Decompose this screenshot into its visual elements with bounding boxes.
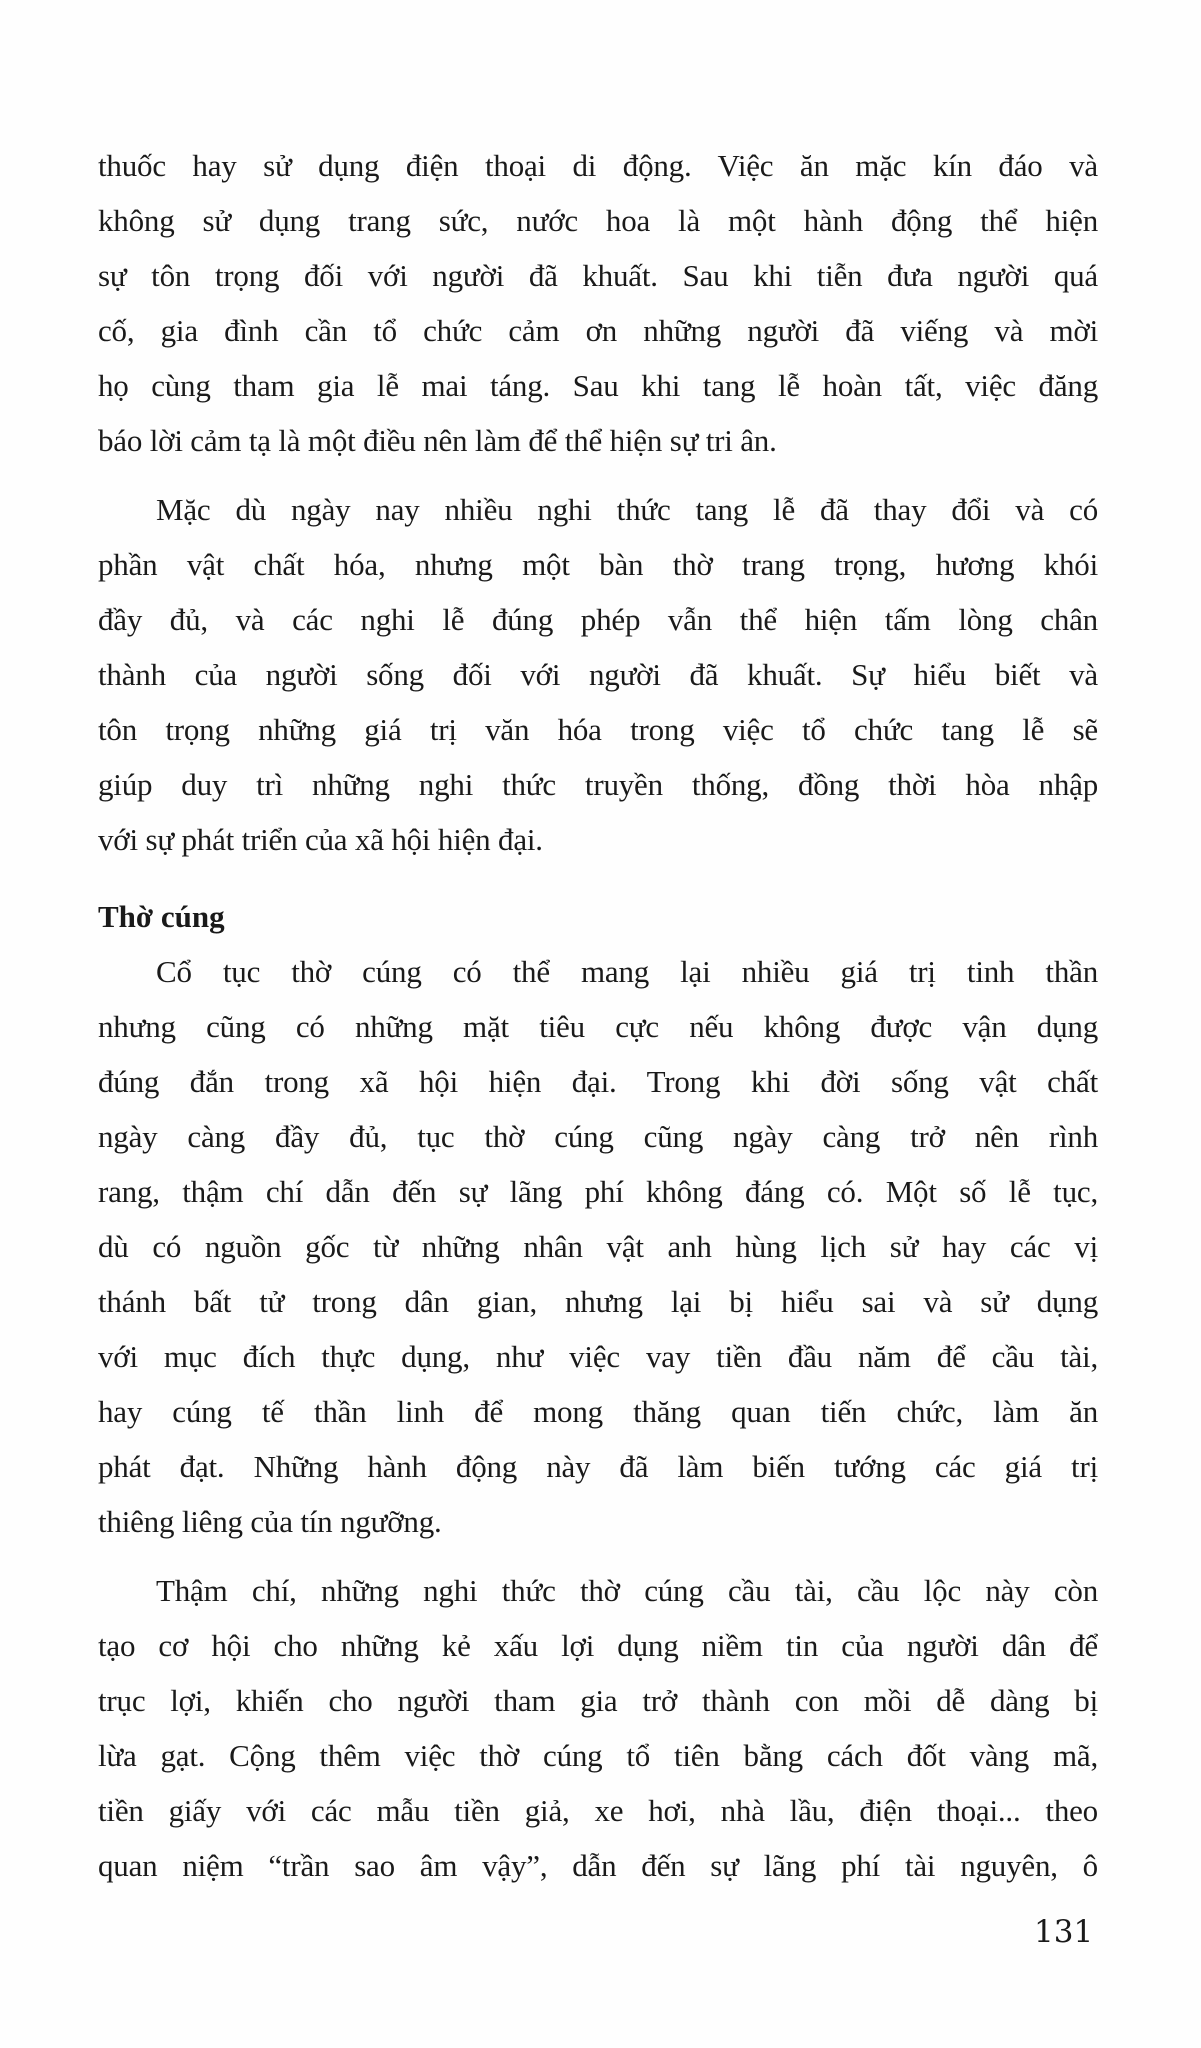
paragraph-exploitation (98, 1563, 1098, 1893)
text-line: hay cúng tế thần linh để mong thăng quan tiến chức, làm ăn (98, 1394, 1098, 1429)
text-line: tạo cơ hội cho những kẻ xấu lợi dụng niềm tin của người dân để (98, 1628, 1098, 1663)
text-line: với mục đích thực dụng, như việc vay tiền đầu năm để cầu tài, (98, 1339, 1098, 1374)
text-line: phần vật chất hóa, nhưng một bàn thờ trang trọng, hương khói (98, 547, 1098, 582)
paragraph-spacer (98, 1549, 1098, 1563)
paragraph-worship-customs (98, 944, 1098, 1549)
text-line: thuốc hay sử dụng điện thoại di động. Việc ăn mặc kín đáo và (98, 148, 1098, 183)
text-line: rang, thậm chí dẫn đến sự lãng phí không đáng có. Một số lễ tục, (98, 1174, 1098, 1209)
text-line: nhưng cũng có những mặt tiêu cực nếu không được vận dụng (98, 1009, 1098, 1044)
text-line: không sử dụng trang sức, nước hoa là một hành động thể hiện (98, 203, 1098, 238)
text-line: với sự phát triển của xã hội hiện đại. (98, 822, 543, 857)
text-line: Thậm chí, những nghi thức thờ cúng cầu tài, cầu lộc này còn (156, 1573, 1098, 1608)
text-line: thánh bất tử trong dân gian, nhưng lại bị hiểu sai và sử dụng (98, 1284, 1098, 1319)
text-line: quan niệm “trần sao âm vậy”, dẫn đến sự lãng phí tài nguyên, ô (98, 1848, 1098, 1883)
text-line: báo lời cảm tạ là một điều nên làm để thể hiện sự tri ân. (98, 423, 777, 458)
paragraph-spacer (98, 468, 1098, 482)
text-line: tôn trọng những giá trị văn hóa trong việc tổ chức tang lễ sẽ (98, 712, 1098, 747)
paragraph-modern-rituals (98, 482, 1098, 867)
text-line: cố, gia đình cần tổ chức cảm ơn những người đã viếng và mời (98, 313, 1098, 348)
text-line: thành của người sống đối với người đã khuất. Sự hiểu biết và (98, 657, 1098, 692)
text-line: ngày càng đầy đủ, tục thờ cúng cũng ngày càng trở nên rình (98, 1119, 1098, 1154)
paragraph-funeral-etiquette (98, 138, 1098, 468)
text-line: họ cùng tham gia lễ mai táng. Sau khi tang lễ hoàn tất, việc đăng (98, 368, 1098, 403)
text-line: trục lợi, khiến cho người tham gia trở thành con mồi dễ dàng bị (98, 1683, 1098, 1718)
text-line: thiêng liêng của tín ngưỡng. (98, 1504, 442, 1539)
text-line: sự tôn trọng đối với người đã khuất. Sau khi tiễn đưa người quá (98, 258, 1098, 293)
section-heading: Thờ cúng (98, 899, 225, 934)
text-line: dù có nguồn gốc từ những nhân vật anh hùng lịch sử hay các vị (98, 1229, 1098, 1264)
text-line: giúp duy trì những nghi thức truyền thống, đồng thời hòa nhập (98, 767, 1098, 802)
text-line: đầy đủ, và các nghi lễ đúng phép vẫn thể hiện tấm lòng chân (98, 602, 1098, 637)
page-body (98, 138, 1098, 1893)
text-line: tiền giấy với các mẫu tiền giả, xe hơi, nhà lầu, điện thoại... theo (98, 1793, 1098, 1828)
page-number: 131 (1034, 1914, 1094, 1950)
text-line: phát đạt. Những hành động này đã làm biến tướng các giá trị (98, 1449, 1098, 1484)
text-line: Mặc dù ngày nay nhiều nghi thức tang lễ đã thay đổi và có (156, 492, 1098, 527)
text-line: đúng đắn trong xã hội hiện đại. Trong khi đời sống vật chất (98, 1064, 1098, 1099)
text-line: Cổ tục thờ cúng có thể mang lại nhiều giá trị tinh thần (156, 954, 1098, 989)
text-line: lừa gạt. Cộng thêm việc thờ cúng tổ tiên bằng cách đốt vàng mã, (98, 1738, 1098, 1773)
